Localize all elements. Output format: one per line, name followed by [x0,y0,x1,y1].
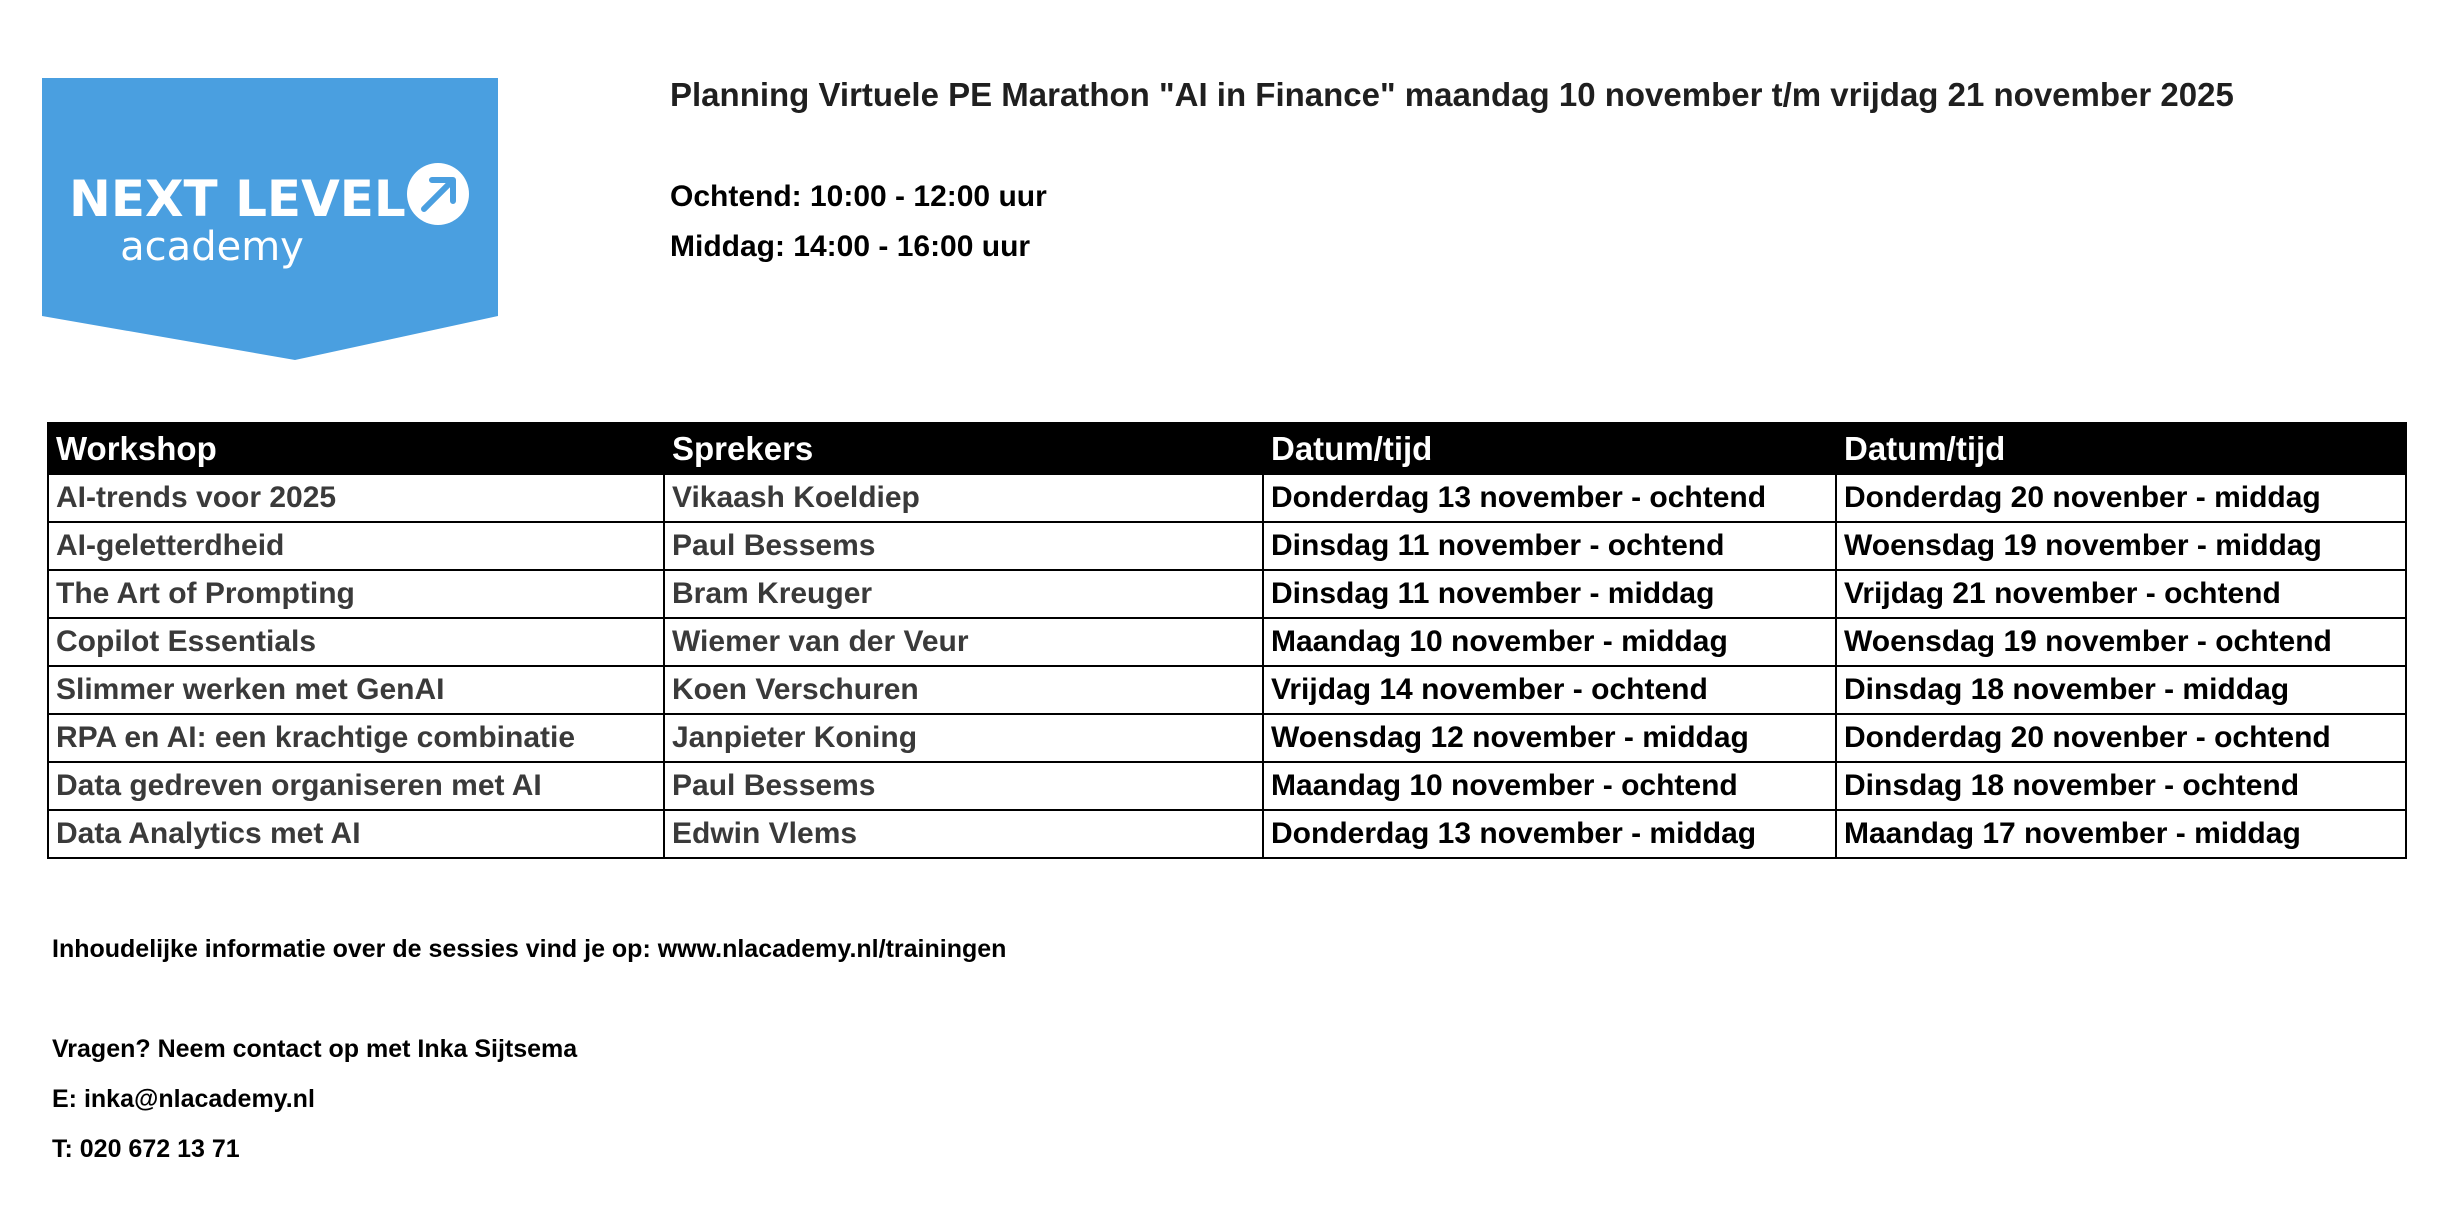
date-cell-2: Donderdag 20 novenber - ochtend [1836,714,2406,762]
logo-wordmark-line2: academy [120,224,304,270]
date-cell-2: Vrijdag 21 november - ochtend [1836,570,2406,618]
table-row [48,570,2406,618]
info-text: Inhoudelijke informatie over de sessies vind je op: www.nlacademy.nl/trainingen [52,935,1007,963]
workshop-cell: Copilot Essentials [48,618,664,666]
speaker-cell: Edwin Vlems [664,810,1263,858]
page-title: Planning Virtuele PE Marathon "AI in Finance" maandag 10 november t/m vrijdag 21 november 2025 [670,76,2234,113]
arrow-up-right-circle-icon [407,163,469,225]
speaker-cell: Vikaash Koeldiep [664,474,1263,522]
date-cell-2: Dinsdag 18 november - ochtend [1836,762,2406,810]
date-cell-2: Dinsdag 18 november - middag [1836,666,2406,714]
table-row [48,666,2406,714]
table-row [48,618,2406,666]
workshop-cell: Slimmer werken met GenAI [48,666,664,714]
date-cell-1: Woensdag 12 november - middag [1263,714,1836,762]
afternoon-time: Middag: 14:00 - 16:00 uur [670,230,1031,263]
logo-banner [42,78,498,360]
workshop-cell: AI-geletterdheid [48,522,664,570]
speaker-cell: Bram Kreuger [664,570,1263,618]
session-times [670,172,1047,272]
header-workshop: Workshop [48,423,664,474]
phone-text: T: 020 672 13 71 [52,1135,240,1163]
morning-time: Ochtend: 10:00 - 12:00 uur [670,180,1047,213]
table-row [48,474,2406,522]
workshop-cell: Data gedreven organiseren met AI [48,762,664,810]
date-cell-2: Woensdag 19 november - middag [1836,522,2406,570]
email-text: E: inka@nlacademy.nl [52,1085,315,1113]
table-row [48,762,2406,810]
workshop-cell: AI-trends voor 2025 [48,474,664,522]
header-sprekers: Sprekers [664,423,1263,474]
workshop-cell: RPA en AI: een krachtige combinatie [48,714,664,762]
date-cell-1: Maandag 10 november - middag [1263,618,1836,666]
date-cell-2: Donderdag 20 novenber - middag [1836,474,2406,522]
date-cell-1: Maandag 10 november - ochtend [1263,762,1836,810]
table-row [48,810,2406,858]
workshop-cell: Data Analytics met AI [48,810,664,858]
table-row [48,714,2406,762]
table-row [48,522,2406,570]
date-cell-1: Dinsdag 11 november - middag [1263,570,1836,618]
date-cell-1: Donderdag 13 november - ochtend [1263,474,1836,522]
logo [42,78,498,360]
contact-text: Vragen? Neem contact op met Inka Sijtsema [52,1035,578,1063]
speaker-cell: Janpieter Koning [664,714,1263,762]
table-header-row [48,423,2406,474]
date-cell-1: Donderdag 13 november - middag [1263,810,1836,858]
logo-wordmark-line1: NEXT LEVEL [69,170,406,228]
workshop-cell: The Art of Prompting [48,570,664,618]
speaker-cell: Wiemer van der Veur [664,618,1263,666]
date-cell-2: Woensdag 19 november - ochtend [1836,618,2406,666]
speaker-cell: Paul Bessems [664,762,1263,810]
header-datum-1: Datum/tijd [1263,423,1836,474]
date-cell-2: Maandag 17 november - middag [1836,810,2406,858]
schedule-table [47,422,2407,859]
date-cell-1: Vrijdag 14 november - ochtend [1263,666,1836,714]
header-datum-2: Datum/tijd [1836,423,2406,474]
speaker-cell: Paul Bessems [664,522,1263,570]
speaker-cell: Koen Verschuren [664,666,1263,714]
date-cell-1: Dinsdag 11 november - ochtend [1263,522,1836,570]
footer [52,924,1006,1174]
